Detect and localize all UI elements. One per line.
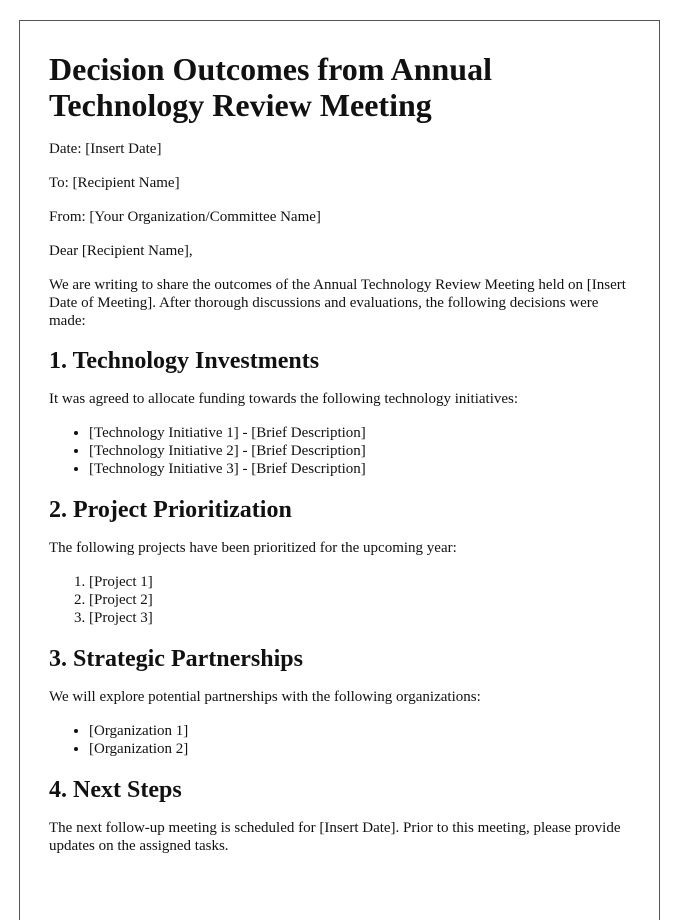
section-heading: 1. Technology Investments [49,348,320,374]
section-project-prioritization [49,496,630,627]
section-next-steps [49,776,630,855]
to-line: To: [Recipient Name] [49,175,180,191]
salutation: Dear [Recipient Name], [49,243,193,259]
section-strategic-partnerships [49,645,630,758]
organization-list [49,722,630,758]
section-lead: The next follow-up meeting is scheduled for [Insert Date]. Prior to this meeting, please provide updates on the assigned tasks. [49,820,621,854]
list-item: 2. [Project 2] [89,591,630,609]
project-list [49,573,630,627]
list-item: • [Organization 2] [89,740,630,758]
initiative-list [49,424,630,478]
section-heading: 2. Project Prioritization [49,497,292,523]
list-item: • [Organization 1] [89,722,630,740]
page-title: Decision Outcomes from Annual Technology Review Meeting [49,51,492,123]
list-item: • [Technology Initiative 3] - [Brief Description] [89,460,630,478]
section-heading: 4. Next Steps [49,777,182,803]
list-item: 3. [Project 3] [89,609,630,627]
list-item: • [Technology Initiative 1] - [Brief Description] [89,424,630,442]
intro-paragraph: We are writing to share the outcomes of the Annual Technology Review Meeting held on [Insert Date of Meeting]. After thorough discussions and evaluations, the following decisions were made: [49,277,626,329]
section-technology-investments [49,347,630,478]
from-line: From: [Your Organization/Committee Name] [49,209,321,225]
section-heading: 3. Strategic Partnerships [49,646,303,672]
list-item: • [Technology Initiative 2] - [Brief Description] [89,442,630,460]
section-lead: The following projects have been prioritized for the upcoming year: [49,540,457,556]
list-item: 1. [Project 1] [89,573,630,591]
section-lead: It was agreed to allocate funding towards the following technology initiatives: [49,391,519,407]
letter-page [19,20,660,920]
date-line: Date: [Insert Date] [49,141,162,157]
section-lead: We will explore potential partnerships with the following organizations: [49,689,481,705]
